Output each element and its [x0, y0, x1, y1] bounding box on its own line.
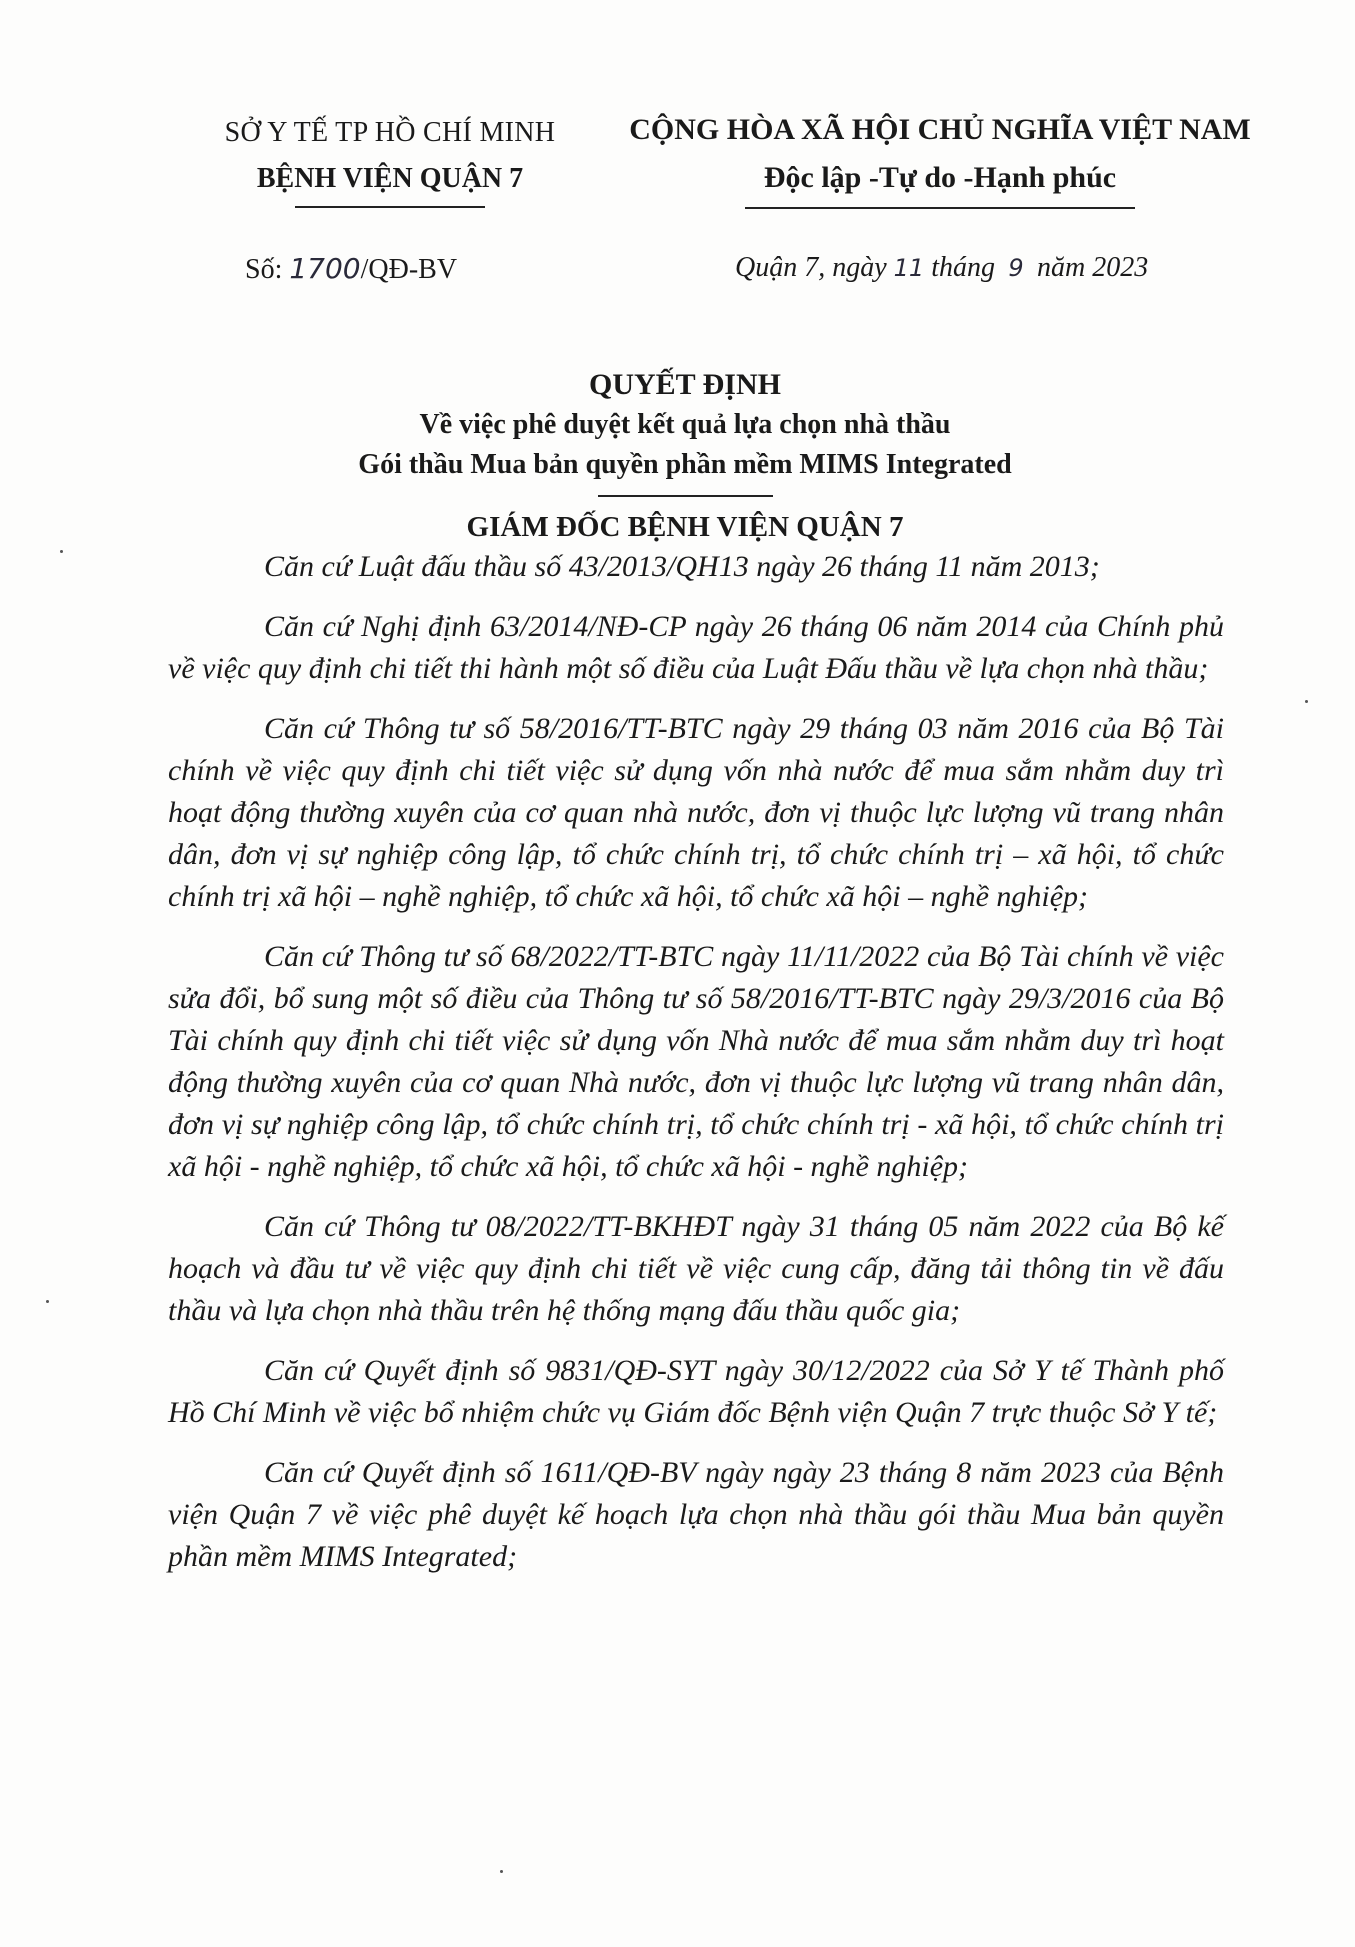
- reference-handwritten-number: 1700: [289, 252, 361, 285]
- subject-line-2: Gói thầu Mua bản quyền phần mềm MIMS Integrated: [358, 449, 1012, 480]
- decision-title-block: [180, 365, 1190, 547]
- place-label: Quận 7, ngày: [735, 252, 887, 283]
- document-type: QUYẾT ĐỊNH: [589, 368, 781, 401]
- legal-basis-paragraph: Căn cứ Quyết định số 9831/QĐ-SYT ngày 30/12/2022 của Sở Y tế Thành phố Hồ Chí Minh về việc bổ nhiệm chức vụ Giám đốc Bệnh viện Quận 7 trực thuộc Sở Y tế;: [168, 1354, 1224, 1429]
- national-motto: Độc lập -Tự do -Hạnh phúc: [763, 161, 1117, 194]
- subject-line-1: Về việc phê duyệt kết quả lựa chọn nhà thầu: [419, 409, 951, 440]
- parent-organization: SỞ Y TẾ TP HỒ CHÍ MINH: [224, 117, 556, 148]
- legal-basis-paragraph: Căn cứ Luật đấu thầu số 43/2013/QH13 ngày 26 tháng 11 năm 2013;: [264, 550, 1100, 583]
- legal-basis-paragraph: Căn cứ Thông tư 08/2022/TT-BKHĐT ngày 31 tháng 05 năm 2022 của Bộ kế hoạch và đầu tư về việc quy định chi tiết về việc cung cấp, đăng tải thông tin về đấu thầu và lựa chọn nhà thầu trên hệ thống mạng đấu thầu quốc gia;: [168, 1210, 1224, 1327]
- reference-suffix: /QĐ-BV: [360, 254, 458, 285]
- hospital-name: BỆNH VIỆN QUẬN 7: [256, 163, 524, 194]
- handwritten-month: 9: [1008, 254, 1024, 282]
- legal-bases: [168, 546, 1224, 1596]
- org-underline: [295, 206, 485, 208]
- place-and-date: [735, 252, 1148, 284]
- legal-basis-paragraph: Căn cứ Thông tư số 58/2016/TT-BTC ngày 29 tháng 03 năm 2016 của Bộ Tài chính về việc quy định chi tiết việc sử dụng vốn nhà nước để mua sắm nhằm duy trì hoạt động thường xuyên của cơ quan nhà nước, đơn vị thuộc lực lượng vũ trang nhân dân, đơn vị sự nghiệp công lập, tổ chức chính trị, tổ chức chính trị – xã hội, tổ chức chính trị xã hội – nghề nghiệp, tổ chức xã hội, tổ chức xã hội – nghề nghiệp;: [168, 712, 1224, 913]
- scan-speck: [60, 550, 63, 553]
- country-name: CỘNG HÒA XÃ HỘI CHỦ NGHĨA VIỆT NAM: [629, 113, 1251, 146]
- national-heading: [610, 106, 1270, 209]
- issuing-authority: GIÁM ĐỐC BỆNH VIỆN QUẬN 7: [466, 511, 904, 543]
- scan-speck: [46, 1300, 49, 1303]
- scan-speck: [500, 1870, 503, 1873]
- year-label: năm 2023: [1036, 252, 1149, 283]
- issuing-organization: [190, 110, 590, 208]
- motto-underline: [745, 207, 1135, 209]
- legal-basis-paragraph: Căn cứ Quyết định số 1611/QĐ-BV ngày ngày 23 tháng 8 năm 2023 của Bệnh viện Quận 7 về việc phê duyệt kế hoạch lựa chọn nhà thầu gói thầu Mua bản quyền phần mềm MIMS Integrated;: [168, 1456, 1224, 1573]
- handwritten-day: 11: [893, 254, 925, 282]
- reference-number: [245, 252, 457, 286]
- scan-speck: [1305, 700, 1308, 703]
- title-underline: [598, 495, 773, 497]
- reference-prefix: Số:: [245, 254, 283, 285]
- legal-basis-paragraph: Căn cứ Thông tư số 68/2022/TT-BTC ngày 11/11/2022 của Bộ Tài chính về việc sửa đổi, bổ sung một số điều của Thông tư số 58/2016/TT-BTC ngày 29/3/2016 của Bộ Tài chính quy định chi tiết việc sử dụng vốn Nhà nước để mua sắm nhằm duy trì hoạt động thường xuyên của cơ quan Nhà nước, đơn vị thuộc lực lượng vũ trang nhân dân, đơn vị sự nghiệp công lập, tổ chức chính trị, tổ chức chính trị - xã hội, tổ chức chính trị xã hội - nghề nghiệp, tổ chức xã hội, tổ chức xã hội - nghề nghiệp;: [168, 940, 1224, 1183]
- month-label: tháng: [931, 252, 995, 283]
- legal-basis-paragraph: Căn cứ Nghị định 63/2014/NĐ-CP ngày 26 tháng 06 năm 2014 của Chính phủ về việc quy định chi tiết thi hành một số điều của Luật Đấu thầu về lựa chọn nhà thầu;: [168, 610, 1224, 685]
